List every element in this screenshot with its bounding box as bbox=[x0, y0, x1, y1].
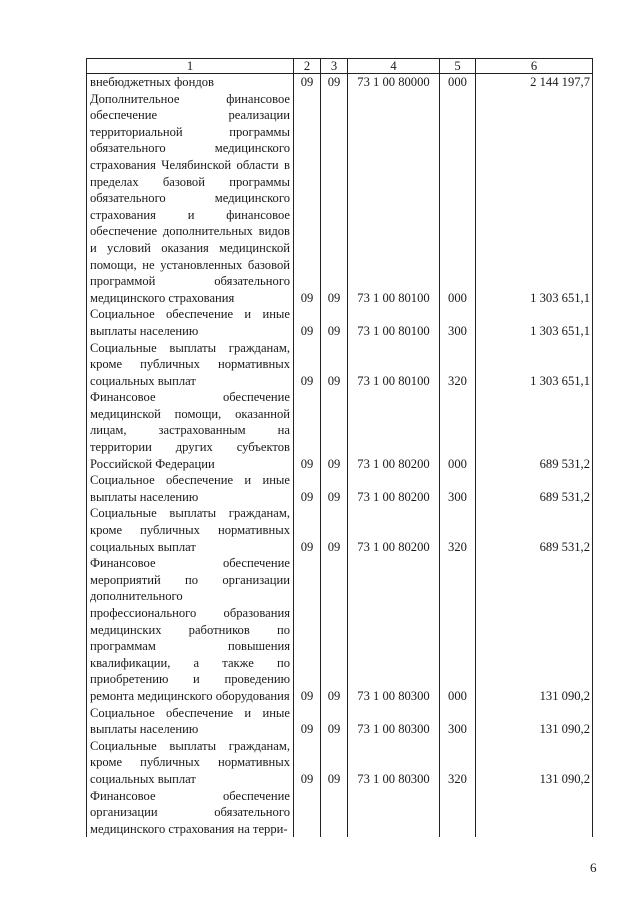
row-name-cell: Социальные выплаты гражданам, кроме публичных нормативных социальных выплат bbox=[87, 340, 294, 390]
table-body bbox=[87, 74, 593, 838]
row-subsection-cell: 09 bbox=[321, 505, 348, 555]
row-target-article-cell: 73 1 00 80100 bbox=[348, 91, 440, 307]
row-expense-type-cell: 300 bbox=[440, 472, 476, 505]
table-row bbox=[87, 738, 593, 788]
row-amount-cell: 1 303 651,1 bbox=[476, 306, 593, 339]
row-subsection-cell: 09 bbox=[321, 472, 348, 505]
row-name-cell: Социальное обеспечение и иные выплаты населению bbox=[87, 306, 294, 339]
row-target-article-cell: 73 1 00 80100 bbox=[348, 306, 440, 339]
row-expense-type-cell: 000 bbox=[440, 91, 476, 307]
row-name-cell: Дополнительное финансовое обеспечение реализации территориальной программы обязательного медицинского страхования Челябинской области в пределах базовой программы обязательного медицинского страхования и финансовое обеспечение дополнительных видов и условий оказания медицинской помощи, не установленных базовой программой обязательного медицинского страхования bbox=[87, 91, 294, 307]
row-section-cell: 09 bbox=[294, 705, 321, 738]
row-name-cell: Финансовое обеспечение медицинской помощи, оказанной лицам, застрахованным на территории других субъектов Российской Федерации bbox=[87, 389, 294, 472]
row-subsection-cell: 09 bbox=[321, 74, 348, 91]
row-target-article-cell: 73 1 00 80300 bbox=[348, 555, 440, 704]
row-expense-type-cell: 300 bbox=[440, 705, 476, 738]
row-expense-type-cell: 300 bbox=[440, 306, 476, 339]
row-target-article-cell bbox=[348, 788, 440, 838]
row-section-cell: 09 bbox=[294, 91, 321, 307]
row-expense-type-cell: 320 bbox=[440, 505, 476, 555]
row-subsection-cell: 09 bbox=[321, 705, 348, 738]
row-section-cell bbox=[294, 788, 321, 838]
row-expense-type-cell: 320 bbox=[440, 340, 476, 390]
header-col-5: 5 bbox=[440, 59, 476, 74]
row-amount-cell: 131 090,2 bbox=[476, 555, 593, 704]
table-row bbox=[87, 340, 593, 390]
row-amount-cell: 1 303 651,1 bbox=[476, 340, 593, 390]
table-row bbox=[87, 389, 593, 472]
row-section-cell: 09 bbox=[294, 340, 321, 390]
row-amount-cell: 131 090,2 bbox=[476, 738, 593, 788]
header-col-2: 2 bbox=[294, 59, 321, 74]
header-col-6: 6 bbox=[476, 59, 593, 74]
row-amount-cell: 689 531,2 bbox=[476, 505, 593, 555]
header-col-1: 1 bbox=[87, 59, 294, 74]
row-name-cell: Социальные выплаты гражданам, кроме публичных нормативных социальных выплат bbox=[87, 505, 294, 555]
page-number: 6 bbox=[590, 860, 597, 875]
table-row bbox=[87, 788, 593, 838]
row-expense-type-cell bbox=[440, 788, 476, 838]
row-section-cell: 09 bbox=[294, 738, 321, 788]
row-target-article-cell: 73 1 00 80200 bbox=[348, 389, 440, 472]
row-name-cell: Социальные выплаты гражданам, кроме публичных нормативных социальных выплат bbox=[87, 738, 294, 788]
table-row bbox=[87, 705, 593, 738]
row-subsection-cell: 09 bbox=[321, 555, 348, 704]
row-name-cell: Социальное обеспечение и иные выплаты населению bbox=[87, 705, 294, 738]
row-expense-type-cell: 000 bbox=[440, 74, 476, 91]
row-name-cell: Социальное обеспечение и иные выплаты населению bbox=[87, 472, 294, 505]
row-name-cell: Финансовое обеспечение организации обязательного медицинского страхования на терри- bbox=[87, 788, 294, 838]
row-subsection-cell: 09 bbox=[321, 340, 348, 390]
table-header bbox=[87, 59, 593, 74]
row-amount-cell bbox=[476, 788, 593, 838]
row-target-article-cell: 73 1 00 80200 bbox=[348, 472, 440, 505]
row-target-article-cell: 73 1 00 80100 bbox=[348, 340, 440, 390]
row-target-article-cell: 73 1 00 80300 bbox=[348, 738, 440, 788]
row-subsection-cell: 09 bbox=[321, 389, 348, 472]
row-subsection-cell: 09 bbox=[321, 306, 348, 339]
row-target-article-cell: 73 1 00 80300 bbox=[348, 705, 440, 738]
table-row bbox=[87, 91, 593, 307]
row-subsection-cell bbox=[321, 788, 348, 838]
row-expense-type-cell: 320 bbox=[440, 738, 476, 788]
row-amount-cell: 131 090,2 bbox=[476, 705, 593, 738]
row-section-cell: 09 bbox=[294, 306, 321, 339]
row-expense-type-cell: 000 bbox=[440, 389, 476, 472]
row-expense-type-cell: 000 bbox=[440, 555, 476, 704]
table-row bbox=[87, 472, 593, 505]
header-col-3: 3 bbox=[321, 59, 348, 74]
row-section-cell: 09 bbox=[294, 472, 321, 505]
row-name-cell: внебюджетных фондов bbox=[87, 74, 294, 91]
row-name-cell: Финансовое обеспечение мероприятий по организации дополнительного профессионального образования медицинских работников по программам повышения квалификации, а также по приобретению и проведению ремонта медицинского оборудования bbox=[87, 555, 294, 704]
table-row bbox=[87, 505, 593, 555]
row-subsection-cell: 09 bbox=[321, 91, 348, 307]
header-row bbox=[87, 59, 593, 74]
row-subsection-cell: 09 bbox=[321, 738, 348, 788]
row-amount-cell: 2 144 197,7 bbox=[476, 74, 593, 91]
row-section-cell: 09 bbox=[294, 389, 321, 472]
row-amount-cell: 689 531,2 bbox=[476, 472, 593, 505]
row-section-cell: 09 bbox=[294, 74, 321, 91]
table-row bbox=[87, 555, 593, 704]
row-target-article-cell: 73 1 00 80200 bbox=[348, 505, 440, 555]
row-section-cell: 09 bbox=[294, 555, 321, 704]
row-section-cell: 09 bbox=[294, 505, 321, 555]
budget-table bbox=[86, 58, 593, 837]
row-amount-cell: 1 303 651,1 bbox=[476, 91, 593, 307]
header-col-4: 4 bbox=[348, 59, 440, 74]
table-row bbox=[87, 74, 593, 91]
row-target-article-cell: 73 1 00 80000 bbox=[348, 74, 440, 91]
row-amount-cell: 689 531,2 bbox=[476, 389, 593, 472]
table-row bbox=[87, 306, 593, 339]
